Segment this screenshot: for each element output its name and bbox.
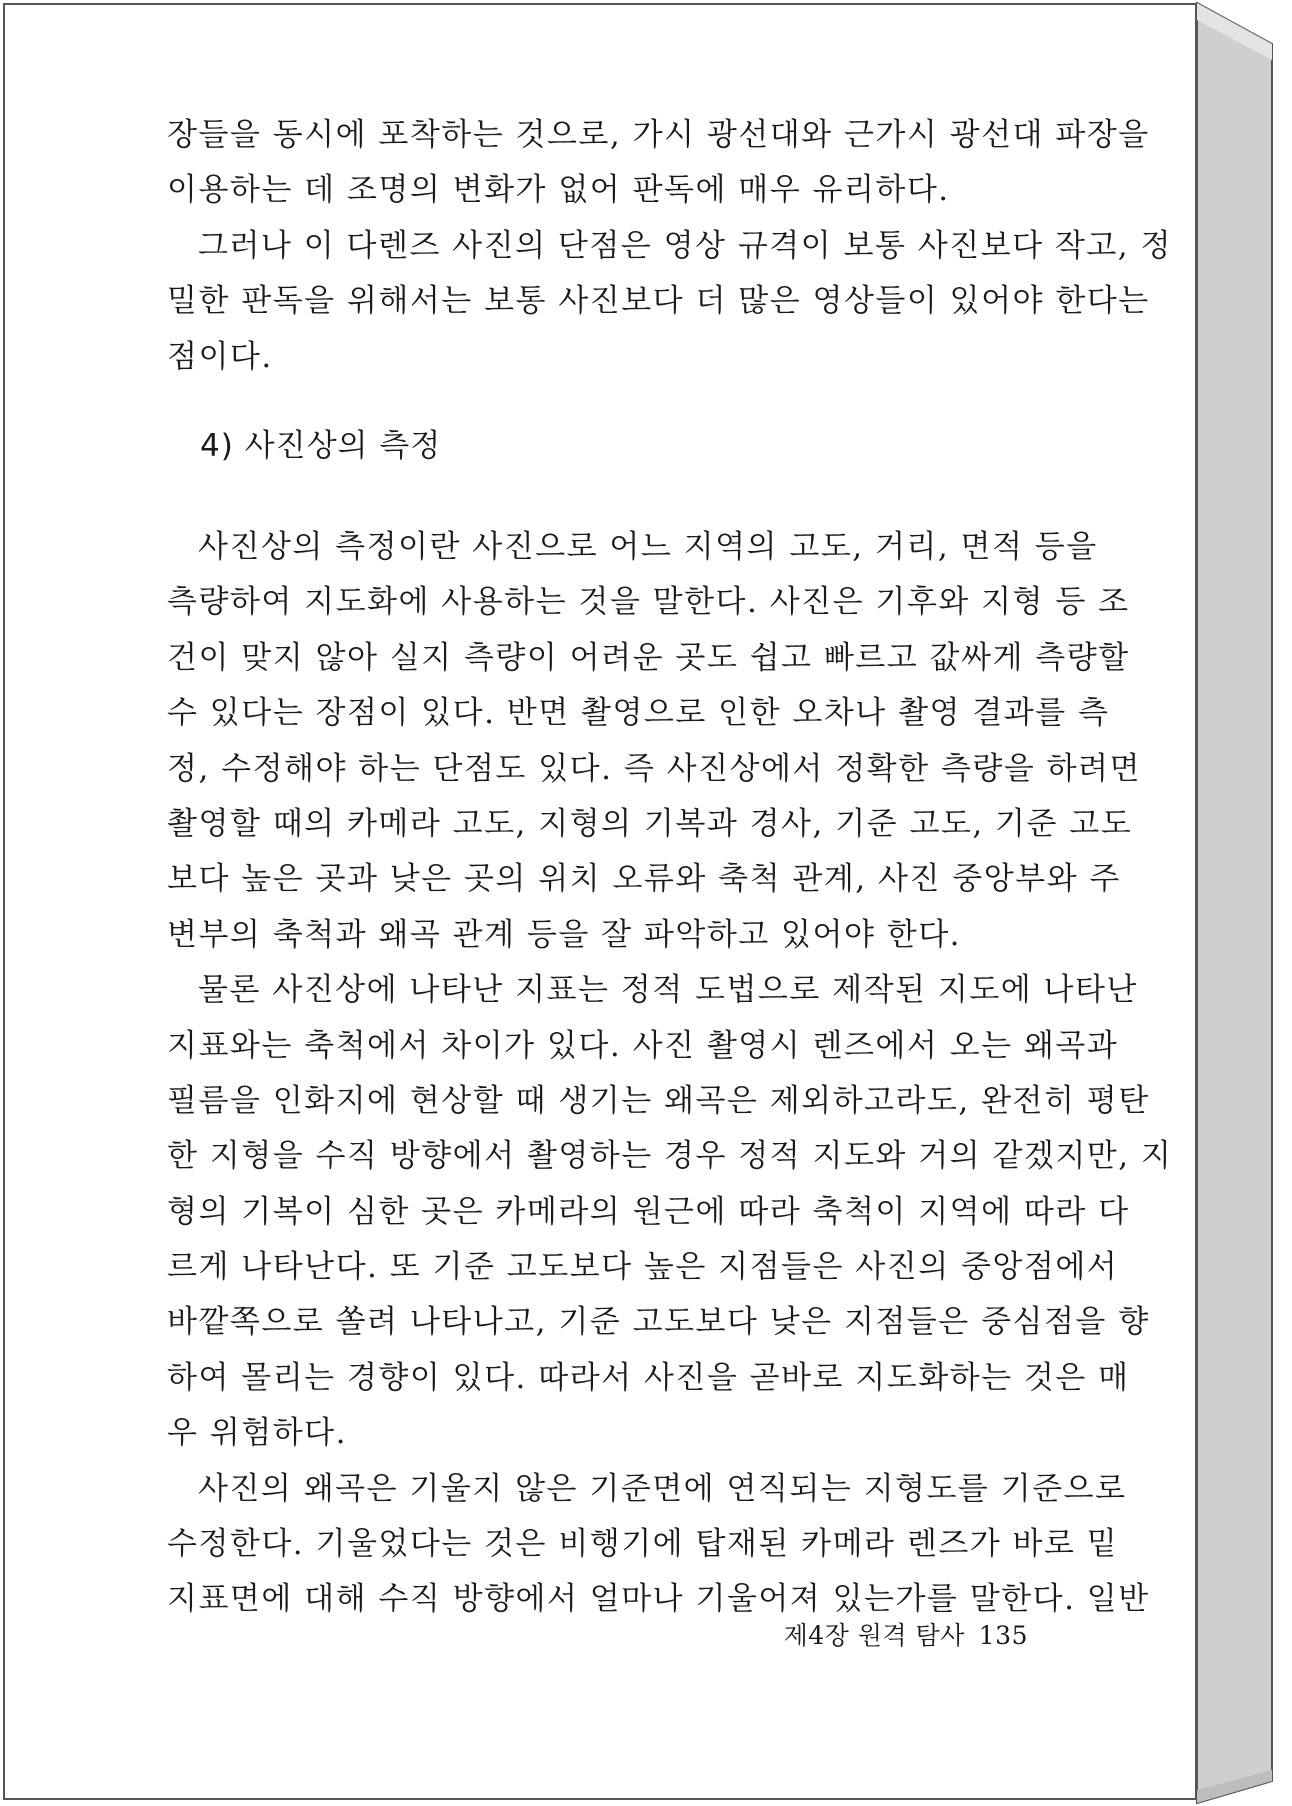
page-footer [784,1616,1028,1652]
paragraph-main [167,520,1173,1628]
text-line: 르게 나타난다. 또 기준 고도보다 높은 지점들은 사진의 중앙점에서 [167,1249,1119,1286]
text-line: 지표와는 축척에서 차이가 있다. 사진 촬영시 렌즈에서 오는 왜곡과 [167,1027,1119,1064]
page-number: 135 [978,1621,1028,1650]
text-line: 그러나 이 다렌즈 사진의 단점은 영상 규격이 보통 사진보다 작고, 정 [198,227,1172,264]
section-heading: 4) 사진상의 측정 [200,428,442,464]
text-line: 건이 맞지 않아 실지 측량이 어려운 곳도 쉽고 빠르고 값싸게 측량할 [167,639,1130,676]
text-line: 이용하는 데 조명의 변화가 없어 판독에 매우 유리하다. [167,172,950,209]
text-line: 변부의 축척과 왜곡 관계 등을 잘 파악하고 있어야 한다. [167,916,961,953]
text-line: 바깥쪽으로 쏠려 나타나고, 기준 고도보다 낮은 지점들은 중심점을 향 [167,1304,1150,1341]
chapter-title: 제4장 원격 탐사 [783,1621,965,1650]
text-line: 사진의 왜곡은 기울지 않은 기준면에 연직되는 지형도를 기준으로 [198,1470,1127,1507]
text-line: 보다 높은 곳과 낮은 곳의 위치 오류와 축척 관계, 사진 중앙부와 주 [167,861,1121,898]
text-line: 밀한 판독을 위해서는 보통 사진보다 더 많은 영상들이 있어야 한다는 [167,283,1150,320]
text-line: 형의 기복이 심한 곳은 카메라의 원근에 따라 축척이 지역에 따라 다 [167,1193,1130,1230]
text-line: 물론 사진상에 나타난 지표는 정적 도법으로 제작된 지도에 나타난 [198,972,1138,1009]
text-line: 정, 수정해야 하는 단점도 있다. 즉 사진상에서 정확한 측량을 하려면 [167,750,1141,787]
text-line: 측량하여 지도화에 사용하는 것을 말한다. 사진은 기후와 지형 등 조 [167,584,1130,621]
text-line: 하여 몰리는 경향이 있다. 따라서 사진을 곧바로 지도화하는 것은 매 [167,1359,1130,1396]
text-line: 필름을 인화지에 현상할 때 생기는 왜곡은 제외하고라도, 완전히 평탄 [167,1082,1150,1119]
text-line: 지표면에 대해 수직 방향에서 얼마나 기울어져 있는가를 말한다. 일반 [167,1581,1150,1618]
text-line: 점이다. [167,338,273,375]
text-line: 한 지형을 수직 방향에서 촬영하는 경우 정적 지도와 거의 같겠지만, 지 [167,1138,1173,1175]
paragraph-top [167,108,1172,385]
text-line: 수 있다는 장점이 있다. 반면 촬영으로 인한 오차나 촬영 결과를 측 [167,695,1110,732]
text-line: 촬영할 때의 카메라 고도, 지형의 기복과 경사, 기준 고도, 기준 고도 [167,805,1133,842]
text-line: 장들을 동시에 포착하는 것으로, 가시 광선대와 근가시 광선대 파장을 [167,117,1150,153]
text-line: 수정한다. 기울었다는 것은 비행기에 탑재된 카메라 렌즈가 바로 밑 [167,1526,1119,1563]
text-line: 우 위험하다. [167,1415,347,1452]
text-line: 사진상의 측정이란 사진으로 어느 지역의 고도, 거리, 면적 등을 [198,529,1098,565]
